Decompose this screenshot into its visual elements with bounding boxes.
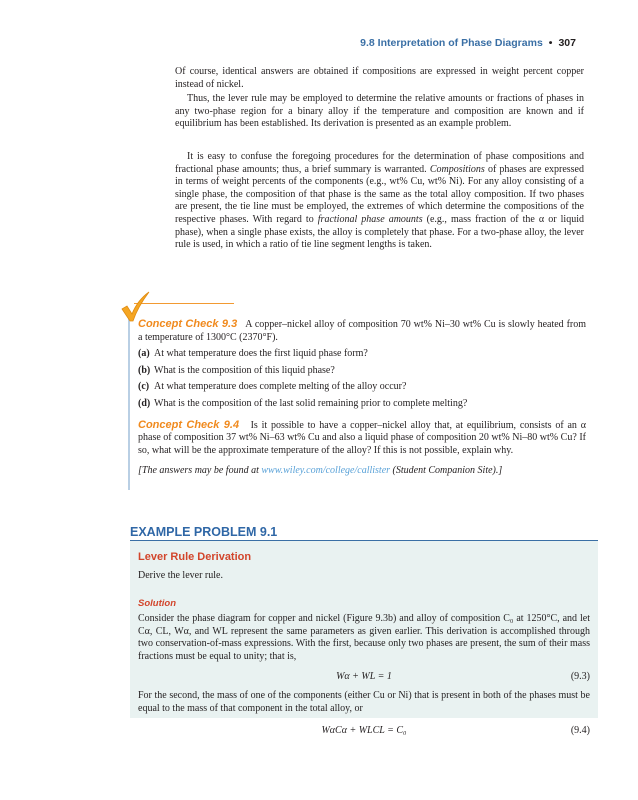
question-d-text: What is the composition of the last solid remaining prior to complete melting?: [154, 397, 468, 409]
question-b-text: What is the composition of this liquid phase?: [154, 364, 335, 376]
question-list: [138, 348, 586, 410]
paragraph-3: [175, 151, 584, 252]
concept-check-bar: [128, 310, 130, 490]
concept-check-9-3-title: Concept Check 9.3: [138, 318, 238, 330]
answers-link[interactable]: www.wiley.com/college/callister: [261, 465, 391, 477]
question-c-text: At what temperature does complete melting of the alloy occur?: [154, 381, 407, 393]
answers-suffix: (Student Companion Site).: [390, 465, 499, 477]
example-prompt: Derive the lever rule.: [138, 570, 223, 581]
page-number: 307: [558, 37, 576, 49]
running-head: [360, 37, 576, 49]
question-d-label: (d): [138, 397, 151, 409]
example-title: Lever Rule Derivation: [138, 551, 252, 563]
concept-check-9-4: [138, 419, 586, 458]
question-b-label: (b): [138, 364, 151, 376]
answers-note: [The answers may be found at www.wiley.com/college/callister (Student Companion Site).]: [138, 465, 503, 477]
section-title: 9.8 Interpretation of Phase Diagrams: [360, 37, 543, 49]
concept-check-9-3: [138, 318, 586, 344]
equation-9-4-number: (9.4): [570, 725, 590, 736]
solution-text-2: For the second, the mass of one of the components (either Cu or Ni) that is present in both of the phases must be equal to the mass of that component in the total alloy, or: [138, 690, 590, 714]
p3-compositions: Compositions: [429, 163, 485, 175]
header-separator: •: [548, 37, 553, 49]
concept-check-9-3-text: A copper–nickel alloy of composition 70 wt% Ni–30 wt% Cu is slowly heated from a temperature of 1300°C (2370°F).: [138, 319, 587, 343]
equation-9-3-number: (9.3): [570, 671, 590, 682]
concept-check-9-4-title: Concept Check 9.4: [138, 418, 240, 431]
question-a-text: At what temperature does the first liquid phase form?: [154, 348, 368, 360]
p3-part-a: It is easy to confuse the foregoing procedures for the determination of phase compositions and fractional phase amounts; thus, a brief summary is warranted.: [175, 151, 584, 175]
p3-part-c: (e.g., mass fraction of the α or liquid phase), when a single phase exists, the alloy is completely that phase. For a two-phase alloy, the lever rule is used, in which a ratio of tie line segment lengths is taken.: [175, 213, 584, 251]
equation-9-4-expression: WαCα + WLCL = C₀: [321, 725, 407, 736]
example-problem-heading: EXAMPLE PROBLEM 9.1: [130, 525, 278, 539]
concept-check-content: [138, 318, 586, 478]
concept-check-box: [128, 296, 588, 490]
question-a: [138, 348, 586, 361]
answers-prefix: The answers may be found at: [141, 465, 262, 477]
p3-fractional: fractional phase amounts: [317, 213, 423, 225]
equation-9-3-expression: Wα + WL = 1: [336, 671, 392, 682]
question-d: [138, 398, 586, 411]
concept-check-9-4-text: Is it possible to have a copper–nickel alloy that, at equilibrium, consists of an α phase of composition 37 wt% Ni–63 wt% Cu and also a liquid phase of composition 20 wt% Ni–80 wt% Cu? If so, what will be the approximate temperature of the alloy? If this is not possible, explain why.: [138, 419, 586, 456]
paragraph-2: Thus, the lever rule may be employed to determine the relative amounts or fractions of phases in any two-phase region for a binary alloy if the temperature and composition are known and if equilibrium has been established. Its derivation is presented as an example problem.: [175, 93, 584, 130]
solution-label: Solution: [138, 598, 176, 609]
question-c: [138, 381, 586, 394]
question-b: [138, 365, 586, 378]
p3-part-b: of phases are expressed in terms of weight percents of the components (e.g., wt% Cu, wt% Ni). For any alloy consisting of a single phase, the composition of that phase is the same as the total alloy composition. If two phases are present, the tie line must be employed, the extremes of which determine the compositions of the respective phases. With regard to: [175, 163, 584, 225]
question-c-label: (c): [138, 381, 150, 393]
solution-text-1: Consider the phase diagram for copper and nickel (Figure 9.3b) and alloy of composition C₀ at 1250°C, and let Cα, CL, Wα, and WL represent the same parameters as given earlier. This derivation is accomplished through two conservation-of-mass expressions. With the first, because only two phases are present, the sum of their mass fractions must be equal to unity; that is,: [138, 613, 590, 662]
question-a-label: (a): [138, 348, 150, 360]
paragraph-1: Of course, identical answers are obtained if compositions are expressed in weight percent copper instead of nickel.: [175, 66, 584, 90]
